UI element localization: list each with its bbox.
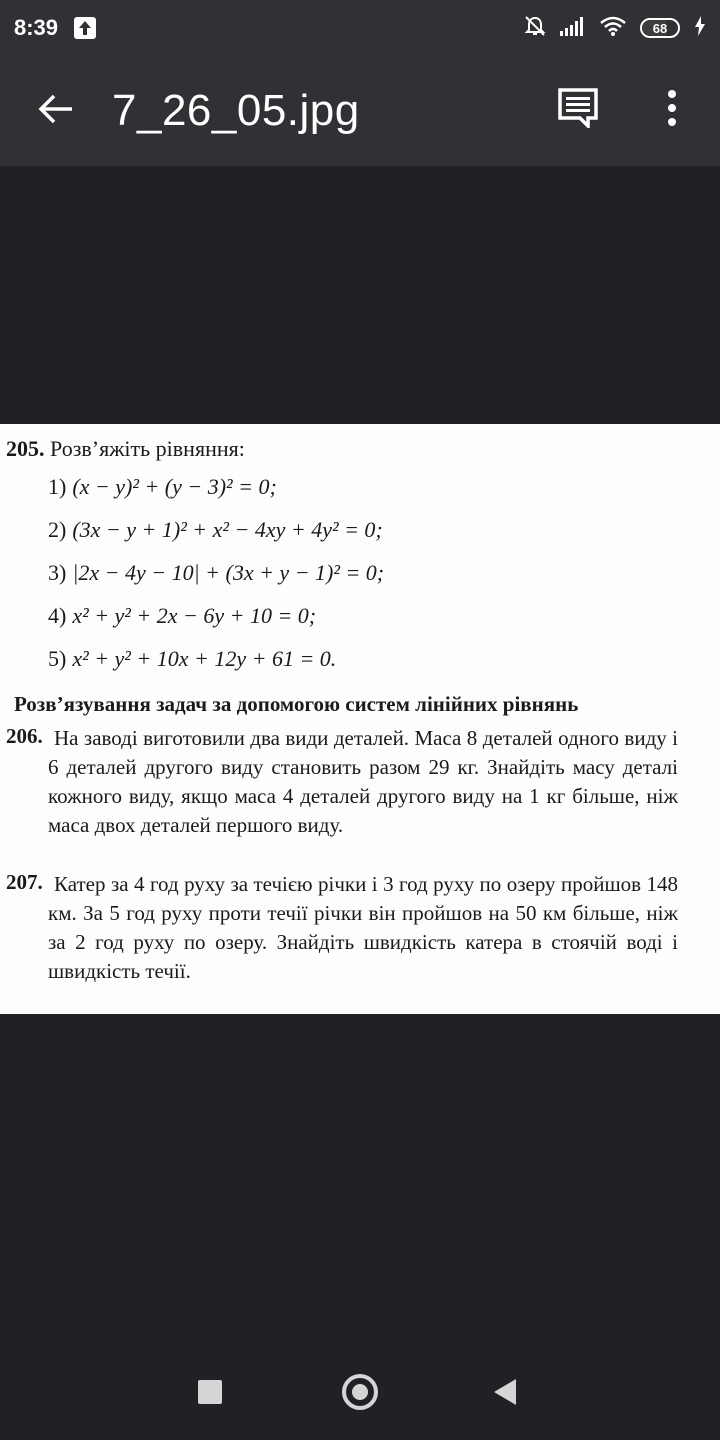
details-button[interactable] <box>548 80 608 140</box>
equation-text: (x − y)² + (y − 3)² = 0; <box>72 474 277 499</box>
back-button[interactable] <box>0 56 112 166</box>
problem-206-text: На заводі виготовили два види деталей. Маса 8 деталей одного виду і 6 деталей другого виду становить разом 29 кг. Знайдіть масу деталі кожного виду, якщо маса 4 деталей другого виду на 1 кг більше, ніж маса двох деталей першого виду. <box>48 726 678 837</box>
status-time: 8:39 <box>14 15 59 40</box>
signal-icon <box>560 16 586 40</box>
navigation-bar <box>0 1340 720 1440</box>
back-triangle-icon[interactable] <box>494 1379 516 1405</box>
equation-text: x² + y² + 10x + 12y + 61 = 0. <box>72 646 337 671</box>
problem-207-text: Катер за 4 год руху за течією річки і 3 год руху по озеру пройшов 148 км. За 5 год руху проти течії річки він пройшов на 50 км більше, ніж за 2 год руху по озеру. Знайдіть швидкість катера в стоячій воді і швидкість течії. <box>48 872 678 983</box>
app-bar <box>0 56 720 166</box>
equation-item <box>48 474 277 500</box>
back-arrow-icon <box>38 93 74 129</box>
equation-item <box>48 646 336 672</box>
home-circle-icon[interactable] <box>342 1374 378 1410</box>
charging-icon <box>694 16 706 40</box>
battery-level: 68 <box>652 20 668 36</box>
status-bar <box>0 0 720 56</box>
equation-text: x² + y² + 2x − 6y + 10 = 0; <box>72 603 317 628</box>
equation-index: 2) <box>48 517 67 542</box>
equation-item <box>48 517 383 543</box>
document-image[interactable] <box>0 424 720 1014</box>
equation-index: 5) <box>48 646 67 671</box>
problem-205-title: Розв’яжіть рівняння: <box>50 436 245 461</box>
equation-item <box>48 560 384 586</box>
equation-item <box>48 603 316 629</box>
equation-index: 3) <box>48 560 67 585</box>
image-viewer[interactable] <box>0 166 720 1340</box>
more-options-button[interactable] <box>648 80 696 140</box>
details-icon <box>558 88 598 132</box>
equation-index: 1) <box>48 474 67 499</box>
equation-index: 4) <box>48 603 67 628</box>
file-title: 7_26_05.jpg <box>112 86 360 135</box>
problem-207-number: 207. <box>6 870 43 894</box>
more-vert-icon <box>667 90 677 130</box>
battery-icon <box>640 18 680 38</box>
problem-205-number: 205. <box>6 436 45 461</box>
equation-text: |2x − 4y − 10| + (3x + y − 1)² = 0; <box>72 560 385 585</box>
section-heading: Розв’язування задач за допомогою систем лінійних рівнянь <box>14 692 579 716</box>
wifi-icon <box>600 16 626 40</box>
equation-text: (3x − y + 1)² + x² − 4xy + 4y² = 0; <box>72 517 383 542</box>
bell-muted-icon <box>524 15 546 41</box>
upload-icon <box>74 17 96 39</box>
recents-square-icon[interactable] <box>198 1380 222 1404</box>
problem-206-number: 206. <box>6 724 43 748</box>
problem-205-header <box>6 436 245 462</box>
